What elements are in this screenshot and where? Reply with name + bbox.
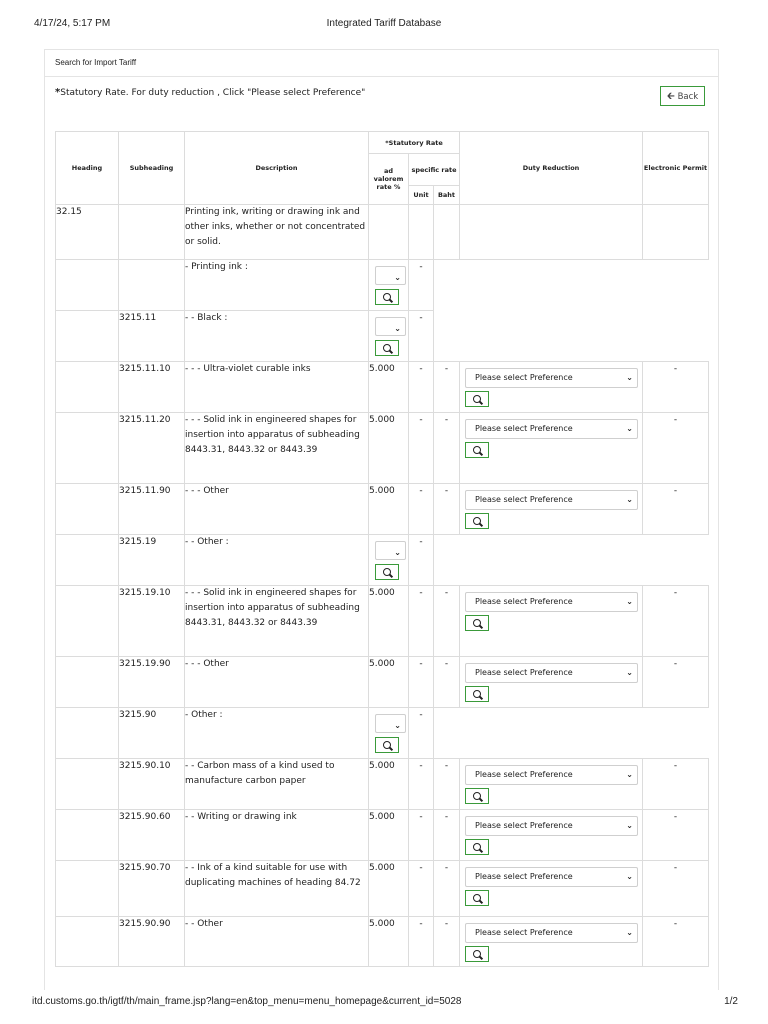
col-duty-reduction: Duty Reduction xyxy=(460,132,643,205)
cell-ad-valorem: 5.000 xyxy=(369,586,409,657)
cell-description: - - Black : xyxy=(185,311,369,362)
table-row xyxy=(56,917,709,967)
cell-unit: - xyxy=(409,311,434,362)
preference-select[interactable] xyxy=(465,490,638,510)
table-row xyxy=(56,657,709,708)
preference-search-button[interactable] xyxy=(465,513,489,529)
cell-baht: - xyxy=(434,917,460,967)
rate-select[interactable] xyxy=(375,541,406,560)
cell-unit: - xyxy=(409,759,434,810)
cell-heading xyxy=(56,861,119,917)
duty-reduction-cell xyxy=(460,413,643,484)
col-heading: Heading xyxy=(56,132,119,205)
cell-ad-valorem: 5.000 xyxy=(369,917,409,967)
cell-subheading: 3215.19 xyxy=(119,535,185,586)
chevron-down-icon: ⌄ xyxy=(626,872,633,881)
cell-heading xyxy=(56,586,119,657)
cell-electronic-permit: - xyxy=(643,484,709,535)
search-icon xyxy=(473,619,481,627)
preference-search-button[interactable] xyxy=(465,788,489,804)
cell-ad-valorem: 5.000 xyxy=(369,362,409,413)
cell-description: - - - Solid ink in engineered shapes for insertion into apparatus of subheading 8443.31, 8443.32 or 8443.39 xyxy=(185,413,369,484)
table-row xyxy=(56,484,709,535)
table-row xyxy=(56,861,709,917)
search-icon xyxy=(383,344,391,352)
cell-heading xyxy=(56,260,119,311)
cell-description: - - Ink of a kind suitable for use with duplicating machines of heading 84.72 xyxy=(185,861,369,917)
duty-reduction-cell xyxy=(460,917,643,967)
cell-ad-valorem: 5.000 xyxy=(369,657,409,708)
table-row xyxy=(56,311,709,362)
preference-select-label: Please select Preference xyxy=(475,597,573,606)
cell-description: - - - Other xyxy=(185,657,369,708)
cell-subheading: 3215.90.90 xyxy=(119,917,185,967)
preference-select-label: Please select Preference xyxy=(475,821,573,830)
chevron-down-icon: ⌄ xyxy=(626,928,633,937)
search-icon xyxy=(383,568,391,576)
rate-select[interactable] xyxy=(375,266,406,285)
preference-search-button[interactable] xyxy=(465,442,489,458)
cell-subheading: 3215.90.10 xyxy=(119,759,185,810)
cell-subheading xyxy=(119,205,185,260)
chevron-down-icon: ⌄ xyxy=(394,273,401,282)
cell-heading xyxy=(56,484,119,535)
cell-electronic-permit: - xyxy=(643,759,709,810)
search-icon xyxy=(383,293,391,301)
cell-baht: - xyxy=(434,484,460,535)
table-row xyxy=(56,205,709,260)
rate-selector-cell xyxy=(369,535,409,586)
col-statutory-rate: *Statutory Rate xyxy=(369,132,460,154)
cell-heading xyxy=(56,657,119,708)
notice-text: Statutory Rate. For duty reduction , Click "Please select Preference" xyxy=(60,88,366,98)
search-icon xyxy=(473,395,481,403)
print-page-number: 1/2 xyxy=(724,996,738,1007)
statutory-notice xyxy=(55,87,365,98)
preference-select[interactable] xyxy=(465,867,638,887)
chevron-down-icon: ⌄ xyxy=(626,821,633,830)
col-electronic-permit: Electronic Permit xyxy=(643,132,709,205)
preference-select[interactable] xyxy=(465,923,638,943)
cell-ad-valorem: 5.000 xyxy=(369,861,409,917)
cell-electronic-permit: - xyxy=(643,657,709,708)
search-icon xyxy=(473,446,481,454)
cell-description: - - - Solid ink in engineered shapes for insertion into apparatus of subheading 8443.31, 8443.32 or 8443.39 xyxy=(185,586,369,657)
cell-baht: - xyxy=(434,861,460,917)
cell-description: Printing ink, writing or drawing ink and other inks, whether or not concentrated or solid. xyxy=(185,205,369,260)
cell-electronic-permit: - xyxy=(643,810,709,861)
cell-unit: - xyxy=(409,708,434,759)
cell-baht: - xyxy=(434,657,460,708)
rate-selector-cell xyxy=(369,311,409,362)
preference-select-label: Please select Preference xyxy=(475,928,573,937)
cell-unit: - xyxy=(409,535,434,586)
search-icon xyxy=(473,894,481,902)
cell-subheading: 3215.90.70 xyxy=(119,861,185,917)
col-baht: Baht xyxy=(434,186,460,205)
rate-selector-cell xyxy=(369,260,409,311)
preference-search-button[interactable] xyxy=(465,890,489,906)
preference-select-label: Please select Preference xyxy=(475,770,573,779)
cell-unit: - xyxy=(409,484,434,535)
preference-search-button[interactable] xyxy=(465,615,489,631)
chevron-down-icon: ⌄ xyxy=(394,548,401,557)
table-row xyxy=(56,810,709,861)
cell-unit: - xyxy=(409,362,434,413)
cell-unit: - xyxy=(409,586,434,657)
table-row xyxy=(56,708,709,759)
search-icon xyxy=(473,950,481,958)
rate-search-button[interactable] xyxy=(375,340,399,356)
cell-heading xyxy=(56,708,119,759)
chevron-down-icon: ⌄ xyxy=(394,324,401,333)
rate-search-button[interactable] xyxy=(375,737,399,753)
rate-selector-cell xyxy=(369,708,409,759)
cell-description: - Printing ink : xyxy=(185,260,369,311)
cell-unit: - xyxy=(409,260,434,311)
cell-heading xyxy=(56,759,119,810)
preference-select-label: Please select Preference xyxy=(475,668,573,677)
col-specific-rate: specific rate xyxy=(409,154,460,186)
col-unit: Unit xyxy=(409,186,434,205)
table-row xyxy=(56,362,709,413)
duty-reduction-cell xyxy=(460,759,643,810)
cell-baht: - xyxy=(434,586,460,657)
preference-select-label: Please select Preference xyxy=(475,373,573,382)
rate-select[interactable] xyxy=(375,317,406,336)
cell-subheading: 3215.11 xyxy=(119,311,185,362)
preference-select-label: Please select Preference xyxy=(475,495,573,504)
cell-subheading: 3215.90.60 xyxy=(119,810,185,861)
col-subheading: Subheading xyxy=(119,132,185,205)
cell-ad-valorem: 5.000 xyxy=(369,484,409,535)
cell-electronic-permit: - xyxy=(643,917,709,967)
cell-heading xyxy=(56,413,119,484)
cell-subheading: 3215.11.20 xyxy=(119,413,185,484)
back-button[interactable] xyxy=(660,86,705,106)
cell-subheading: 3215.11.90 xyxy=(119,484,185,535)
preference-search-button[interactable] xyxy=(465,839,489,855)
cell-heading xyxy=(56,917,119,967)
print-header xyxy=(0,18,768,32)
chevron-down-icon: ⌄ xyxy=(394,721,401,730)
preference-select[interactable] xyxy=(465,592,638,612)
cell-description: - - Writing or drawing ink xyxy=(185,810,369,861)
col-description: Description xyxy=(185,132,369,205)
table-row xyxy=(56,759,709,810)
cell-baht: - xyxy=(434,810,460,861)
cell-subheading: 3215.11.10 xyxy=(119,362,185,413)
chevron-down-icon: ⌄ xyxy=(626,373,633,382)
cell-heading: 32.15 xyxy=(56,205,119,260)
cell-ad-valorem: 5.000 xyxy=(369,413,409,484)
cell-ad-valorem: 5.000 xyxy=(369,810,409,861)
rate-search-button[interactable] xyxy=(375,564,399,580)
col-ad-valorem: ad valorem rate % xyxy=(369,154,409,205)
cell-electronic-permit: - xyxy=(643,362,709,413)
arrow-left-icon: 🡰 xyxy=(666,91,675,102)
cell-heading xyxy=(56,311,119,362)
duty-reduction-cell xyxy=(460,484,643,535)
print-datetime: 4/17/24, 5:17 PM xyxy=(34,18,111,29)
cell-unit: - xyxy=(409,657,434,708)
table-row xyxy=(56,260,709,311)
cell-subheading: 3215.19.10 xyxy=(119,586,185,657)
cell-ad-valorem: 5.000 xyxy=(369,759,409,810)
cell-subheading xyxy=(119,260,185,311)
search-icon xyxy=(473,792,481,800)
cell-baht: - xyxy=(434,759,460,810)
chevron-down-icon: ⌄ xyxy=(626,770,633,779)
duty-reduction-cell xyxy=(460,362,643,413)
back-label: Back xyxy=(677,92,699,102)
search-icon xyxy=(473,843,481,851)
cell-heading xyxy=(56,810,119,861)
preference-search-button[interactable] xyxy=(465,686,489,702)
cell-electronic-permit: - xyxy=(643,586,709,657)
table-row xyxy=(56,586,709,657)
cell-subheading: 3215.19.90 xyxy=(119,657,185,708)
cell-description: - Other : xyxy=(185,708,369,759)
cell-subheading: 3215.90 xyxy=(119,708,185,759)
table-row xyxy=(56,535,709,586)
duty-reduction-cell xyxy=(460,586,643,657)
cell-unit: - xyxy=(409,810,434,861)
search-icon xyxy=(383,741,391,749)
cell-description: - - Carbon mass of a kind used to manufacture carbon paper xyxy=(185,759,369,810)
cell-unit: - xyxy=(409,413,434,484)
cell-baht: - xyxy=(434,362,460,413)
cell-unit: - xyxy=(409,917,434,967)
print-title: Integrated Tariff Database xyxy=(326,18,442,29)
preference-select[interactable] xyxy=(465,816,638,836)
preference-select[interactable] xyxy=(465,663,638,683)
search-icon xyxy=(473,517,481,525)
panel-title: Search for Import Tariff xyxy=(45,50,718,77)
search-icon xyxy=(473,690,481,698)
rate-search-button[interactable] xyxy=(375,289,399,305)
cell-description: - - Other xyxy=(185,917,369,967)
cell-heading xyxy=(56,535,119,586)
cell-description: - - Other : xyxy=(185,535,369,586)
duty-reduction-cell xyxy=(460,861,643,917)
cell-description: - - - Ultra-violet curable inks xyxy=(185,362,369,413)
chevron-down-icon: ⌄ xyxy=(626,668,633,677)
table-row xyxy=(56,413,709,484)
preference-select-label: Please select Preference xyxy=(475,872,573,881)
notice-star: * xyxy=(55,87,61,98)
cell-description: - - - Other xyxy=(185,484,369,535)
cell-electronic-permit: - xyxy=(643,861,709,917)
import-tariff-panel xyxy=(44,49,719,990)
duty-reduction-cell xyxy=(460,810,643,861)
chevron-down-icon: ⌄ xyxy=(626,495,633,504)
tariff-table xyxy=(55,131,709,967)
preference-select[interactable] xyxy=(465,765,638,785)
rate-select[interactable] xyxy=(375,714,406,733)
chevron-down-icon: ⌄ xyxy=(626,597,633,606)
cell-electronic-permit: - xyxy=(643,413,709,484)
chevron-down-icon: ⌄ xyxy=(626,424,633,433)
preference-select-label: Please select Preference xyxy=(475,424,573,433)
preference-search-button[interactable] xyxy=(465,391,489,407)
preference-select[interactable] xyxy=(465,419,638,439)
cell-heading xyxy=(56,362,119,413)
print-url: itd.customs.go.th/igtf/th/main_frame.jsp?lang=en&top_menu=menu_homepage&current_id=5028 xyxy=(32,996,462,1007)
cell-unit: - xyxy=(409,861,434,917)
preference-search-button[interactable] xyxy=(465,946,489,962)
preference-select[interactable] xyxy=(465,368,638,388)
duty-reduction-cell xyxy=(460,657,643,708)
cell-baht: - xyxy=(434,413,460,484)
